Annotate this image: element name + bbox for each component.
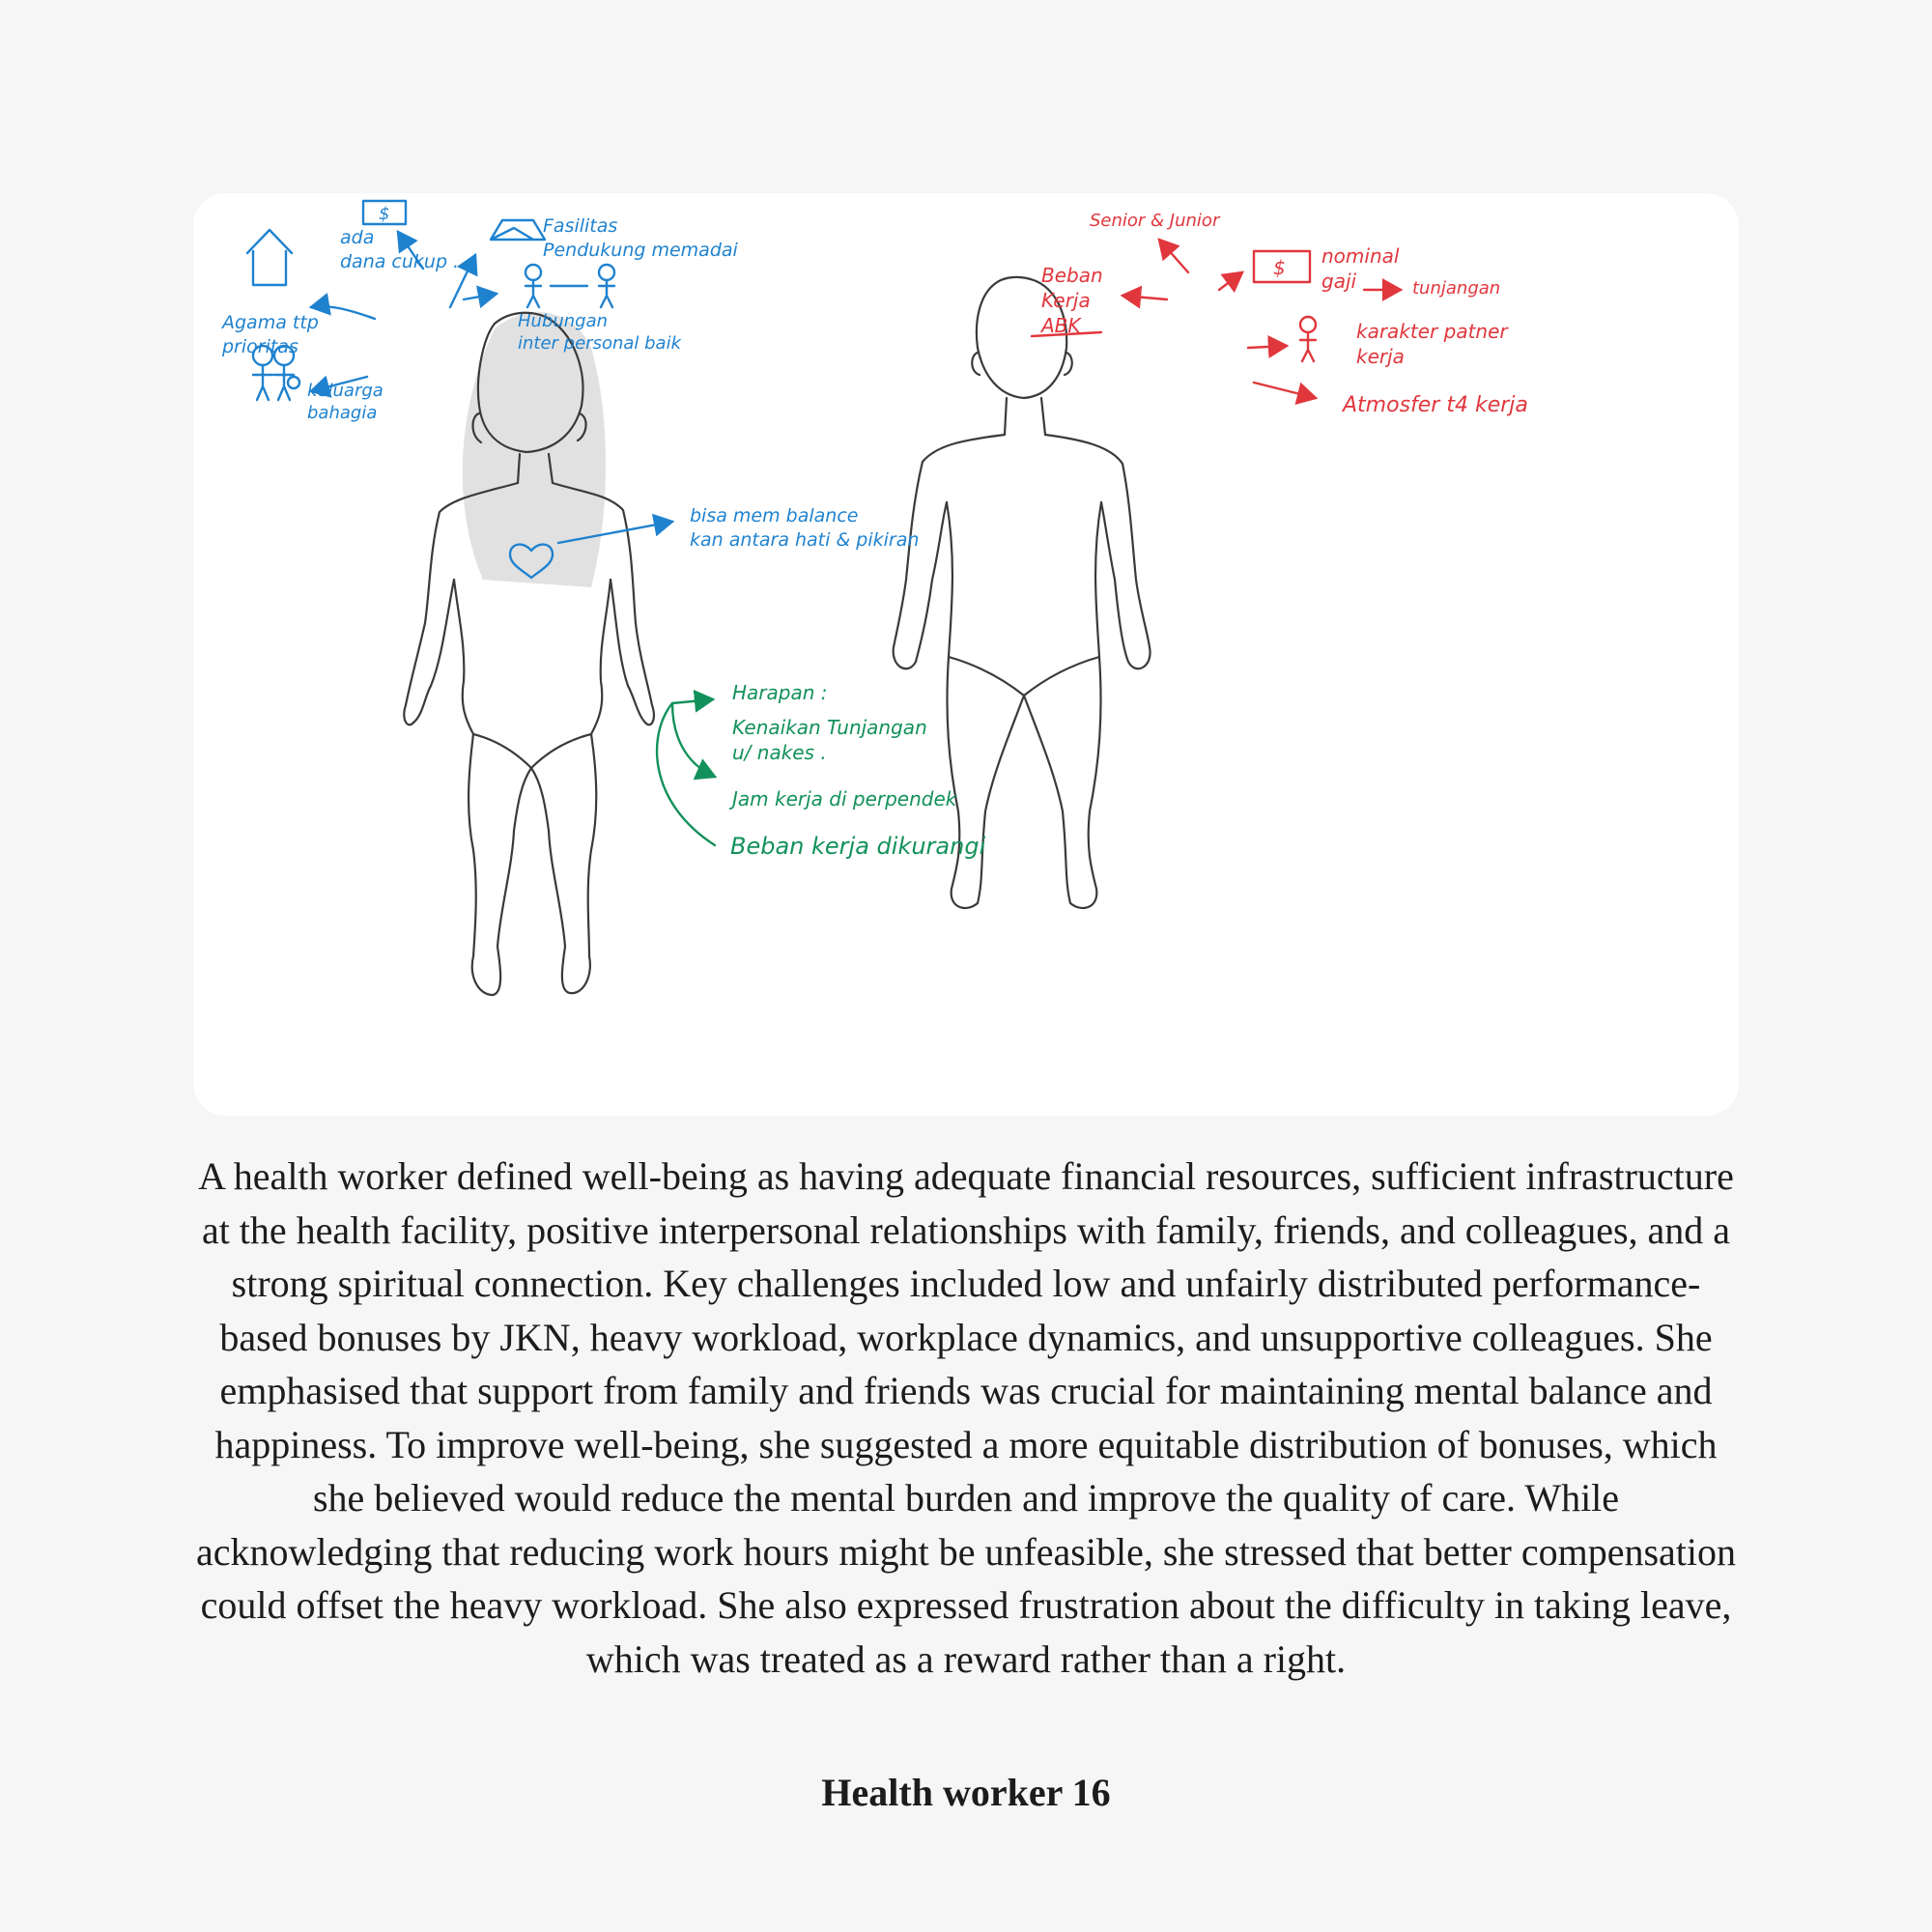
caption-paragraph: A health worker defined well-being as having adequate financial resources, sufficient infrastructure at the health facility, positive interpersonal relationships with family, friends, and colleagues, and a strong spiritual connection. Key challenges included low and unfairly distributed performance-based bonuses by JKN, heavy workload, workplace dynamics, and unsupportive colleagues. She emphasised that support from family and friends was crucial for maintaining mental balance and happiness. To improve well-being, she suggested a more equitable distribution of bonuses, which she believed would reduce the mental burden and improve the quality of care. While acknowledging that reducing work hours might be unfeasible, she stressed that better compensation could offset the heavy workload. She also expressed frustration about the difficulty in taking leave, which was treated as a reward rather than a right.: [195, 1154, 1737, 1681]
facility-icon: [491, 220, 545, 240]
note-senior: Senior & Junior: [1090, 211, 1220, 231]
note-dana: ada dana cukup .: [340, 227, 460, 272]
note-line: Kerja: [1041, 289, 1091, 312]
note-line: prioritas: [222, 336, 298, 357]
note-line: kerja: [1356, 345, 1405, 368]
note-karakter: karakter patner kerja: [1356, 320, 1508, 368]
note-line: Pendukung memadai: [543, 240, 738, 261]
note-beban-red: Beban Kerja ABK: [1041, 264, 1103, 337]
note-line: ABK: [1041, 314, 1081, 337]
note-tunjangan-red: tunjangan: [1412, 278, 1501, 298]
red-annotations: [1032, 211, 1528, 417]
note-line: kan antara hati & pikiran: [690, 529, 920, 551]
note-agama: Agama ttp prioritas: [222, 312, 319, 357]
note-atmosfer: Atmosfer t4 kerja: [1343, 393, 1528, 417]
green-annotations: [657, 681, 986, 860]
note-harapan: Harapan :: [732, 681, 828, 704]
salary-symbol: $: [1273, 256, 1286, 279]
participant-label: Health worker 16: [821, 1771, 1111, 1814]
note-keluarga: keluarga bahagia: [307, 381, 384, 423]
note-line: bahagia: [307, 403, 378, 423]
note-line: inter personal baik: [518, 333, 681, 354]
left-figure: [404, 312, 654, 995]
note-beban-green: Beban kerja dikurangi: [730, 833, 986, 860]
note-jam: Jam kerja di perpendek: [732, 787, 957, 810]
right-figure: [894, 277, 1151, 908]
note-hubungan: Hubungan inter personal baik: [518, 311, 681, 354]
drawing-image: [193, 193, 1739, 1116]
note-tunjangan: Kenaikan Tunjangan u/ nakes .: [732, 716, 927, 764]
note-balance: bisa mem balance kan antara hati & pikiran: [690, 505, 920, 551]
house-icon: [247, 230, 292, 285]
note-fasilitas: Fasilitas Pendukung memadai: [543, 215, 738, 261]
person-icon: [1300, 317, 1316, 361]
money-symbol: $: [379, 204, 390, 224]
note-line: u/ nakes .: [732, 741, 827, 764]
note-line: dana cukup .: [340, 251, 460, 272]
people-icon: [526, 265, 614, 307]
note-line: gaji: [1321, 270, 1357, 293]
note-nominal: nominal gaji: [1321, 244, 1400, 293]
hand-drawn-sketch: [193, 193, 1739, 1116]
